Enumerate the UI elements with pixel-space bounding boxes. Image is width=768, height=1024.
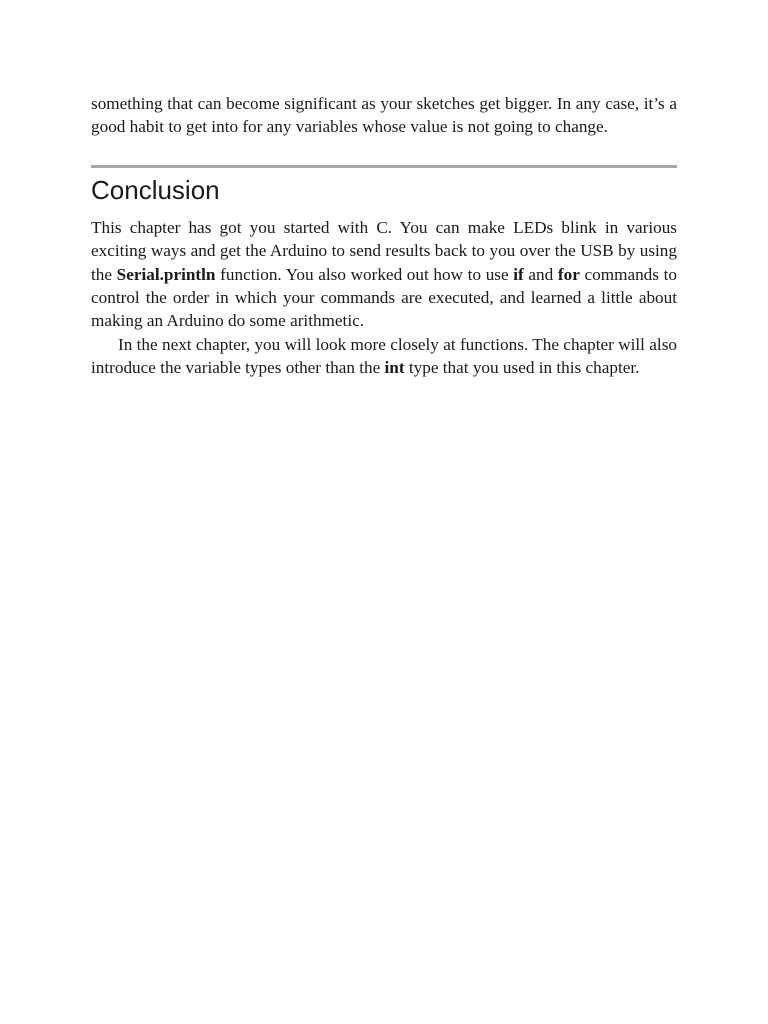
code-for: for xyxy=(557,264,580,284)
conclusion-paragraph-1 xyxy=(91,216,677,333)
intro-paragraph: something that can become significant as your sketches get bigger. In any case, it’s a good habit to get into for any variables whose value is not going to change. xyxy=(91,94,677,137)
p2-text-c: type that you used in this chapter. xyxy=(404,358,640,378)
code-if: if xyxy=(513,264,524,284)
p1-text-c: function. You also worked out how to use xyxy=(215,264,514,284)
p1-text-d: and xyxy=(523,264,558,284)
p2-text-a: In the next chapter, you will look more closely at functions. The chapter will also introduce the variable types other than the xyxy=(91,334,677,378)
section-heading: Conclusion xyxy=(91,174,220,205)
code-serial-println: Serial.println xyxy=(116,264,216,284)
p1-text-a: This chapter has got you started with C. You can make LEDs blink in various exciting ways and get the Arduino to send results back to you over the USB by using the xyxy=(91,217,677,284)
section-divider xyxy=(91,165,677,168)
code-int: int xyxy=(384,358,405,378)
conclusion-paragraph-2 xyxy=(91,333,677,380)
book-page xyxy=(91,92,677,380)
p1-text-e: commands to control the order in which your commands are executed, and learned a little about making an Arduino do some arithmetic. xyxy=(91,264,677,331)
